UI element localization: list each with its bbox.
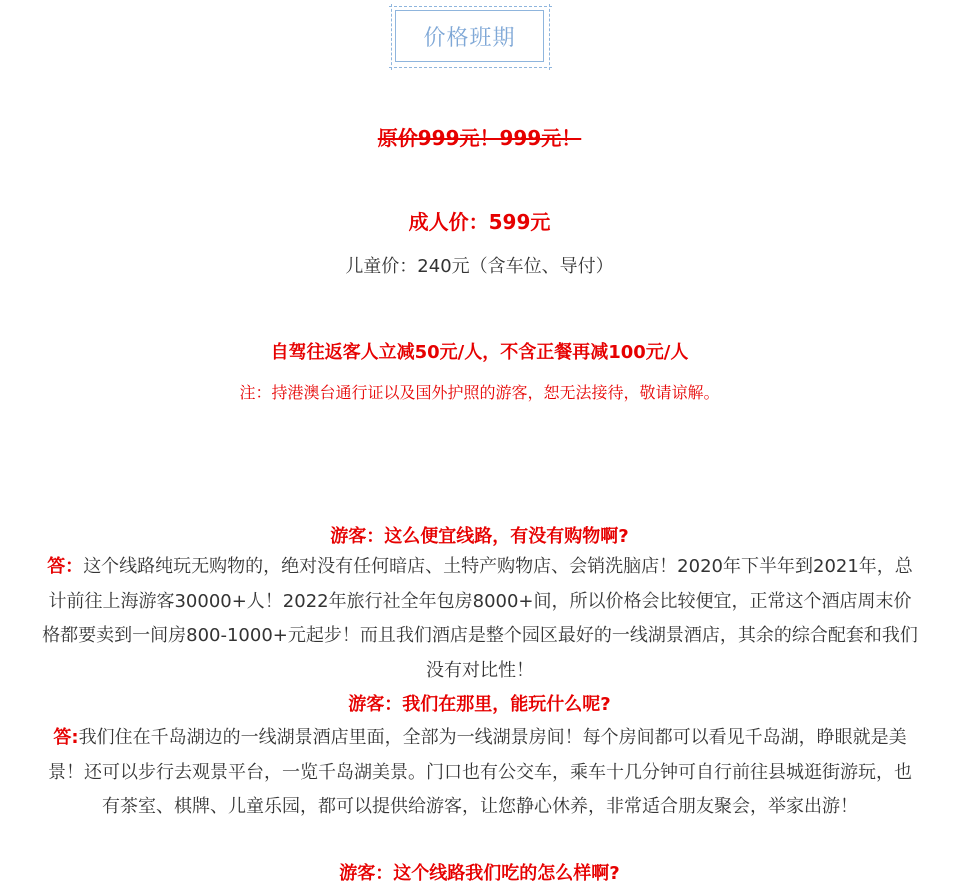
header-frame-top-line [389,6,552,7]
section-title-box [395,10,544,62]
section-title: 价格班期 [423,25,516,51]
adult-price: 成人价：599元 [408,210,551,234]
answer-label: 答: [53,727,79,748]
faq-question-shopping: 游客：这么便宜线路，有没有购物啊? [330,526,629,547]
header-frame-right-line [549,4,550,70]
faq-answer-activities [40,721,920,825]
answer-label: 答： [47,556,84,577]
faq-question-activities: 游客：我们在那里，能玩什么呢? [348,694,611,715]
section-header [389,4,552,70]
passport-note: 注：持港澳台通行证以及国外护照的游客，恕无法接待，敬请谅解。 [239,383,720,402]
answer-text: 我们住在千岛湖边的一线湖景酒店里面，全部为一线湖景房间！每个房间都可以看见千岛湖，睁眼就是美景！还可以步行去观景平台，一览千岛湖美景。门口也有公交车，乘车十几分钟可自行前往县城逛街游玩，也有茶室、棋牌、儿童乐园，都可以提供给游客，让您静心休养，非常适合朋友聚会，举家出游！ [48,727,912,817]
faq-answer-shopping [40,550,920,688]
child-price: 儿童价：240元（含车位、导付） [345,256,614,277]
answer-text: 这个线路纯玩无购物的，绝对没有任何暗店、土特产购物店、会销洗脑店！2020年下半年到2021年，总计前往上海游客30000+人！2022年旅行社全年包房8000+间，所以价格会比较便宜，正常这个酒店周末价格都要卖到一间房800-1000+元起步！而且我们酒店是整个园区最好的一线湖景酒店，其余的综合配套和我们没有对比性！ [42,556,918,681]
faq-question-food: 游客：这个线路我们吃的怎么样啊? [339,863,620,884]
self-drive-discount: 自驾往返客人立减50元/人，不含正餐再减100元/人 [270,342,689,363]
header-frame-left-line [391,4,392,70]
original-price: 原价999元！999元！ [377,126,582,150]
header-frame-bottom-line [389,67,552,68]
